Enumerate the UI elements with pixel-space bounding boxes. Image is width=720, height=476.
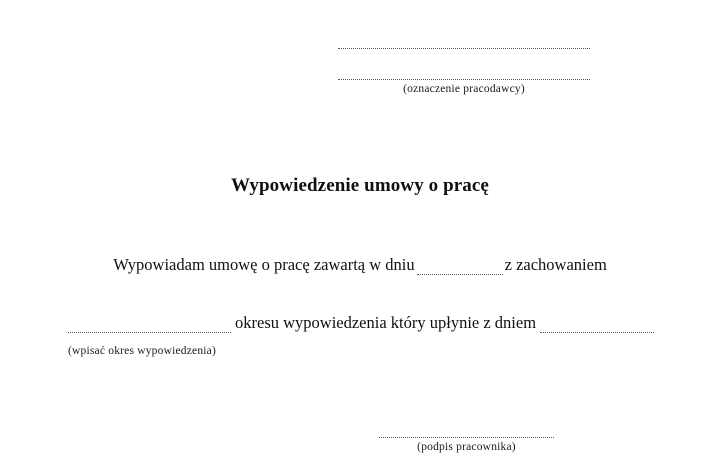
notice-statement-part2: z zachowaniem [504, 255, 607, 274]
employee-signature-block [379, 425, 554, 453]
employer-line-1[interactable] [338, 36, 590, 49]
notice-period-blank[interactable] [68, 318, 231, 333]
contract-date-blank[interactable] [417, 274, 503, 275]
notice-period-text: okresu wypowiedzenia który upłynie z dniem [235, 313, 537, 332]
signature-line[interactable] [379, 425, 554, 438]
page-title: Wypowiedzenie umowy o pracę [231, 175, 489, 196]
signature-caption: (podpis pracownika) [417, 441, 516, 453]
notice-statement-part1: Wypowiadam umowę o pracę zawartą w dniu [113, 255, 415, 274]
employer-line-2[interactable] [338, 67, 590, 80]
notice-period-note: (wpisać okres wypowiedzenia) [68, 345, 217, 357]
employer-caption: (oznaczenie pracodawcy) [403, 83, 525, 95]
notice-period-line [68, 313, 654, 333]
end-date-blank[interactable] [540, 318, 654, 333]
employer-designation-block [338, 36, 590, 95]
notice-statement-line [0, 255, 720, 275]
